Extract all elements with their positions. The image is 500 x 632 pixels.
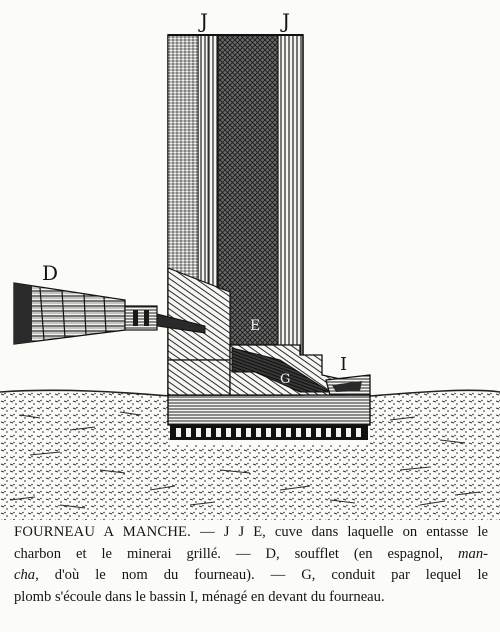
label-i: I: [340, 354, 348, 375]
caption-line-1-text: — J J E, cuve dans laquelle on entasse le: [191, 524, 488, 540]
furnace-base: [168, 395, 370, 440]
label-j-left: J: [200, 9, 209, 33]
label-e: E: [250, 318, 261, 334]
caption-line-3: [14, 565, 488, 587]
caption-line-2: [14, 544, 488, 566]
caption-line-4: [14, 587, 488, 609]
caption-line-1: [14, 522, 488, 544]
label-d: D: [42, 261, 59, 285]
caption-line-4-text: plomb s'écoule dans le bassin I, ménagé en devant du fourneau.: [14, 588, 385, 605]
label-g: G: [280, 372, 291, 387]
caption-line-2-text: charbon et le minerai grillé. — D, soufflet (en espagnol,: [14, 545, 444, 562]
figure-caption: [14, 522, 488, 608]
label-j-right: J: [282, 9, 291, 33]
caption-heading: FOURNEAU A MANCHE.: [14, 524, 192, 540]
caption-line-3-italic: cha,: [14, 567, 39, 583]
caption-line-3-text: d'où le nom du fourneau). — G, conduit par lequel le: [38, 567, 488, 583]
caption-line-2-italic: man-: [458, 545, 488, 562]
